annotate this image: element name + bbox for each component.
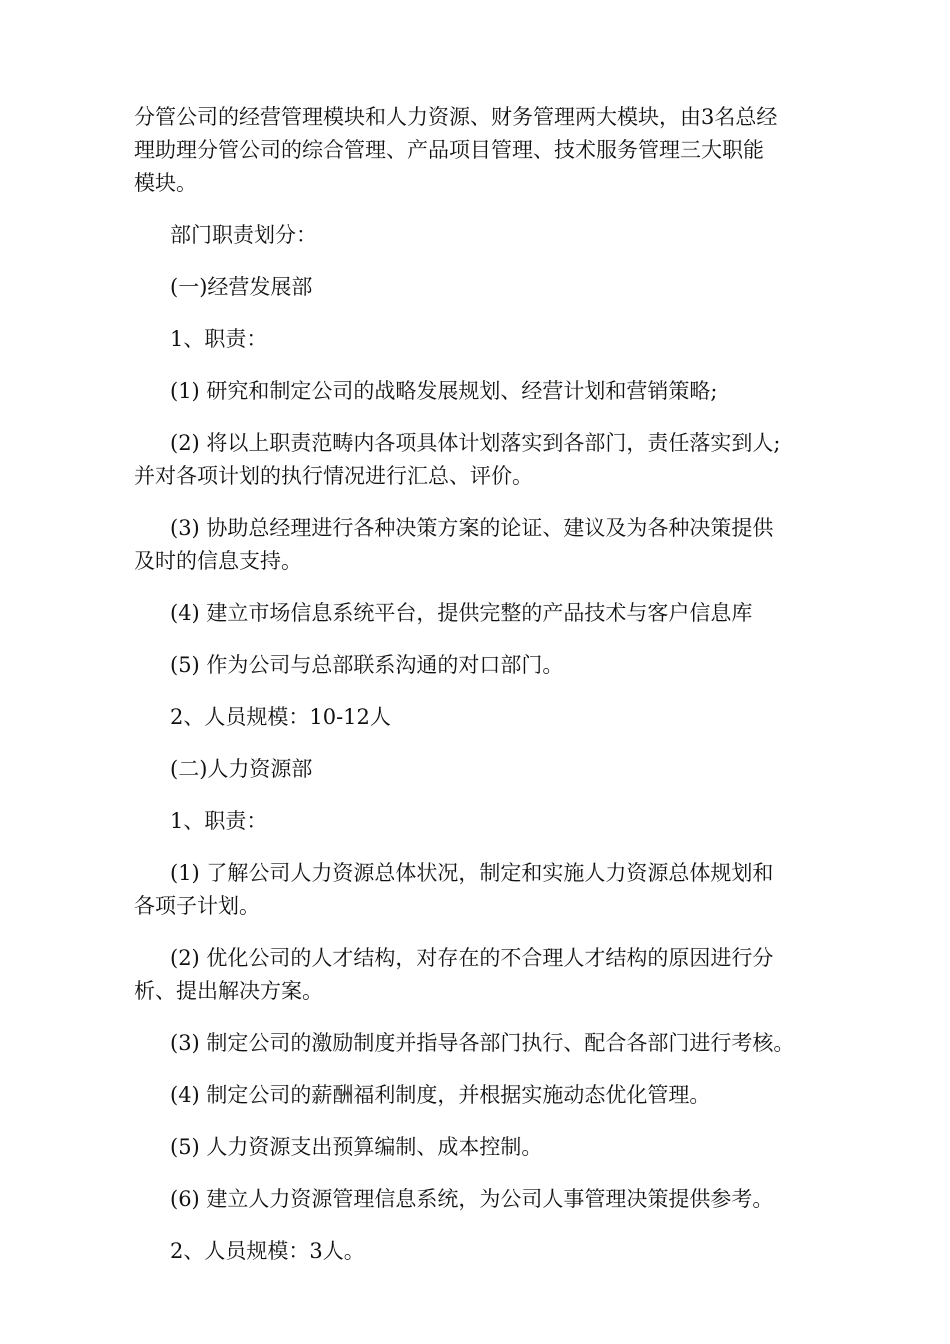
text-line: (3) 制定公司的激励制度并指导各部门执行、配合各部门进行考核。 (170, 1031, 795, 1055)
text-line: (4) 建立市场信息系统平台，提供完整的产品技术与客户信息库 (170, 601, 753, 625)
paragraph-intro (134, 101, 830, 200)
list-item (134, 857, 830, 923)
list-item (134, 1183, 830, 1216)
text-line: (3) 协助总经理进行各种决策方案的论证、建议及为各种决策提供 (170, 516, 774, 540)
text-line: 理助理分管公司的综合管理、产品项目管理、技术服务管理三大职能 (134, 138, 764, 162)
text-line: 1、职责： (170, 327, 268, 351)
text-line: 并对各项计划的执行情况进行汇总、评价。 (134, 464, 533, 488)
staff-size (134, 1235, 830, 1268)
list-item (134, 1079, 830, 1112)
subheading-duties (134, 323, 830, 356)
list-item (134, 942, 830, 1008)
text-line: (1) 研究和制定公司的战略发展规划、经营计划和营销策略; (170, 379, 718, 403)
text-line: 1、职责： (170, 809, 268, 833)
subheading-duties (134, 805, 830, 838)
text-line: 分管公司的经营管理模块和人力资源、财务管理两大模块，由3名总经 (134, 105, 778, 129)
list-item (134, 1027, 830, 1060)
paragraph-dept-heading (134, 219, 830, 252)
list-item (134, 512, 830, 578)
list-item (134, 427, 830, 493)
list-item (134, 375, 830, 408)
text-line: 及时的信息支持。 (134, 549, 302, 573)
text-line: 2、人员规模：10-12人 (170, 705, 391, 729)
text-line: (1) 了解公司人力资源总体状况，制定和实施人力资源总体规划和 (170, 861, 774, 885)
section-heading-business-dev (134, 271, 830, 304)
text-line: (一)经营发展部 (170, 275, 313, 299)
text-line: 各项子计划。 (134, 894, 260, 918)
list-item (134, 649, 830, 682)
staff-size (134, 701, 830, 734)
list-item (134, 597, 830, 630)
text-line: (6) 建立人力资源管理信息系统，为公司人事管理决策提供参考。 (170, 1187, 774, 1211)
text-line: (二)人力资源部 (170, 757, 313, 781)
text-line: 2、人员规模：3人。 (170, 1239, 365, 1263)
text-line: (5) 作为公司与总部联系沟通的对口部门。 (170, 653, 564, 677)
text-line: 析、提出解决方案。 (134, 979, 323, 1003)
text-line: (5) 人力资源支出预算编制、成本控制。 (170, 1135, 543, 1159)
text-line: (2) 优化公司的人才结构，对存在的不合理人才结构的原因进行分 (170, 946, 774, 970)
text-line: (4) 制定公司的薪酬福利制度，并根据实施动态优化管理。 (170, 1083, 711, 1107)
list-item (134, 1131, 830, 1164)
text-line: (2) 将以上职责范畴内各项具体计划落实到各部门，责任落实到人; (170, 431, 781, 455)
text-line: 模块。 (134, 171, 197, 195)
text-line: 部门职责划分： (170, 223, 317, 247)
section-heading-hr (134, 753, 830, 786)
